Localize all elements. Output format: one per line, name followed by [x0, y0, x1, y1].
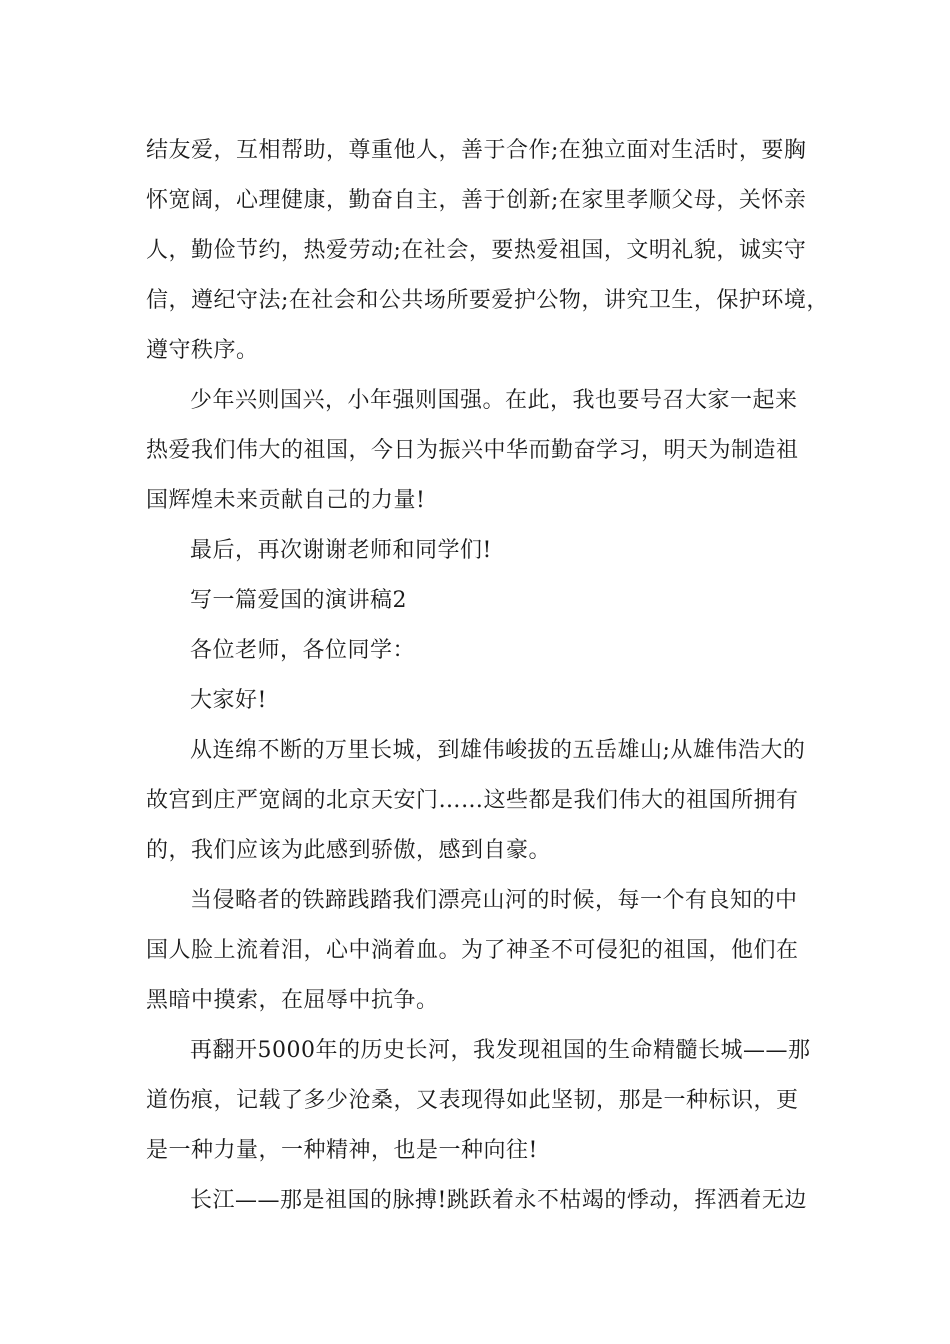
text-line: 再翻开5000年的历史长河，我发现祖国的生命精髓长城——那 — [190, 1038, 811, 1063]
section-heading: 写一篇爱国的演讲稿2 — [190, 588, 407, 613]
text-line: 国人脸上流着泪，心中淌着血。为了神圣不可侵犯的祖国，他们在 — [146, 938, 799, 963]
text-line: 的，我们应该为此感到骄傲，感到自豪。 — [146, 838, 552, 863]
greeting: 大家好! — [190, 688, 267, 713]
text-line: 热爱我们伟大的祖国，今日为振兴中华而勤奋学习，明天为制造祖 — [146, 438, 799, 463]
text-line: 当侵略者的铁蹄践踏我们漂亮山河的时候，每一个有良知的中 — [190, 888, 798, 913]
text-line: 结友爱，互相帮助，尊重他人，善于合作;在独立面对生活时，要胸 — [146, 138, 807, 163]
text-line: 黑暗中摸索，在屈辱中抗争。 — [146, 988, 439, 1013]
text-line: 从连绵不断的万里长城，到雄伟峻拔的五岳雄山;从雄伟浩大的 — [190, 738, 806, 763]
text-line: 故宫到庄严宽阔的北京天安门……这些都是我们伟大的祖国所拥有 — [146, 788, 799, 813]
text-line: 长江——那是祖国的脉搏!跳跃着永不枯竭的悸动，挥洒着无边 — [190, 1188, 807, 1213]
salutation: 各位老师，各位同学： — [190, 638, 416, 663]
text-line: 国辉煌未来贡献自己的力量! — [146, 488, 426, 513]
text-line: 道伤痕，记载了多少沧桑，又表现得如此坚韧，那是一种标识，更 — [146, 1088, 799, 1113]
text-line: 人，勤俭节约，热爱劳动;在社会，要热爱祖国，文明礼貌，诚实守 — [146, 238, 807, 263]
text-line: 最后，再次谢谢老师和同学们! — [190, 538, 492, 563]
text-line: 是一种力量，一种精神，也是一种向往! — [146, 1138, 538, 1163]
text-line: 遵守秩序。 — [146, 338, 259, 363]
text-line: 信，遵纪守法;在社会和公共场所要爱护公物，讲究卫生，保护环境， — [146, 288, 829, 313]
text-line: 少年兴则国兴，小年强则国强。在此，我也要号召大家一起来 — [190, 388, 798, 413]
text-line: 怀宽阔，心理健康，勤奋自主，善于创新;在家里孝顺父母，关怀亲 — [146, 188, 807, 213]
